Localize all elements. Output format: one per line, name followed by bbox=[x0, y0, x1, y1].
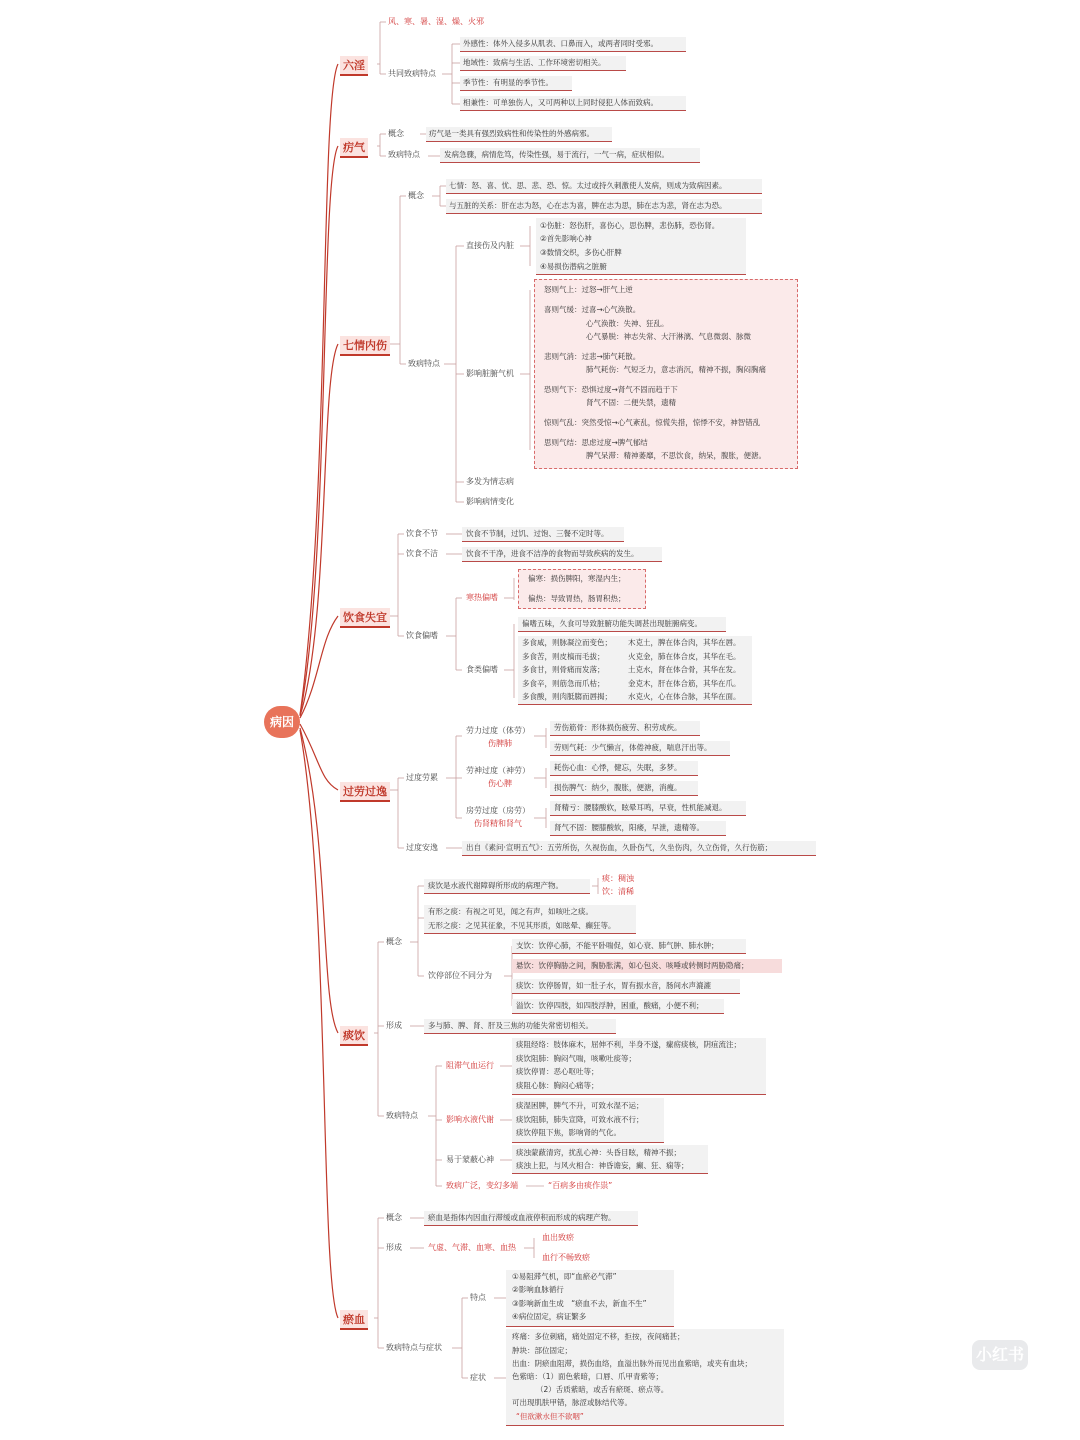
laoyi-guoyi: 过度安逸 bbox=[406, 843, 438, 852]
yuxue-t3: ③影响新血生成 “瘀血不去，新血不生” bbox=[512, 1299, 647, 1308]
laoyi-fl2: 伤肾精和肾气 bbox=[474, 819, 522, 828]
yuxue-s4: 色紫暗：（1）面色紫暗，口唇、爪甲青紫等； bbox=[512, 1372, 664, 1381]
tanyin-baibing: “百病多由痰作祟” bbox=[548, 1181, 613, 1190]
yinshi-e2: 火克金，肺在体合皮，其华在毛。 bbox=[628, 652, 741, 661]
yuxue-s5: （2）舌质紫暗，或舌有瘀斑、瘀点等。 bbox=[536, 1385, 669, 1394]
liqi-v2: 发病急骤，病情危笃，传染性强，易于流行，一气一病，症状相似。 bbox=[444, 150, 669, 159]
yuxue-gainian: 概念 bbox=[386, 1213, 402, 1222]
branch-yinshi[interactable]: 饮食失宜 bbox=[340, 608, 390, 628]
qiqing-q5a: 惊则气乱：突然受惊→心气紊乱，惊慌失措，惊悸不安，神智错乱 bbox=[544, 418, 761, 427]
liuyin-common: 共同致病特点 bbox=[388, 69, 436, 78]
qiqing-q4b: 肾气不固：二便失禁，遗精 bbox=[586, 398, 676, 407]
yuxue-s6: 可出现肌肤甲错，脉涩或脉结代等。 bbox=[512, 1398, 632, 1407]
yuxue-tedian: 特点 bbox=[470, 1293, 486, 1302]
laoyi-guolao: 过度劳累 bbox=[406, 773, 438, 782]
yinshi-d3: 多食甘，则骨痛而发落； bbox=[522, 665, 605, 674]
liqi-k1: 概念 bbox=[388, 129, 404, 138]
laoyi-c2: 肾气不固：腰膝酸软，阳痿，早泄，遗精等。 bbox=[554, 823, 704, 832]
qiqing-q4a: 恐则气下：恐惧过度→肾气不固而趋于下 bbox=[544, 385, 678, 394]
qiqing-q1a: 怒则气上：过怒→肝气上逆 bbox=[544, 285, 633, 294]
yuxue-xc: 气虚、气滞、血寒、血热 bbox=[428, 1243, 516, 1252]
tanyin-mengbi: 易于蒙蔽心神 bbox=[446, 1155, 494, 1164]
yinshi-e5: 水克火，心在体合脉，其华在面。 bbox=[628, 692, 741, 701]
tanyin-xc: 多与肺、脾、肾、肝及三焦的功能失常密切相关。 bbox=[428, 1021, 593, 1030]
yuxue-zz: 症状 bbox=[470, 1373, 486, 1382]
liqi-k2: 致病特点 bbox=[388, 150, 420, 159]
yinshi-e1: 木克土，脾在体合肉，其华在唇。 bbox=[628, 638, 741, 647]
qiqing-zhijie: 直接伤及内脏 bbox=[466, 241, 514, 250]
tanyin-m2: 痰浊上犯，与风火相合：神昏谵妄，癫、狂、痫等； bbox=[516, 1161, 689, 1170]
tanyin-m1: 痰浊蒙蔽清窍，扰乱心神：头昏目眩，精神不振； bbox=[516, 1148, 681, 1157]
laoyi-c1: 肾精亏：腰膝酸软，眩晕耳鸣，早衰，性机能减退。 bbox=[554, 803, 727, 812]
branch-qiqing[interactable]: 七情内伤 bbox=[340, 336, 390, 356]
laoyi-a2: 劳则气耗：少气懒言，体倦神疲，喘息汗出等。 bbox=[554, 743, 712, 752]
branch-yuxue[interactable]: 瘀血 bbox=[340, 1310, 368, 1330]
yinshi-e3: 土克水，肾在体合骨，其华在发。 bbox=[628, 665, 741, 674]
yinshi-v2: 饮食不干净，进食不洁净的食物而导致疾病的发生。 bbox=[466, 549, 639, 558]
yinshi-k1: 饮食不节 bbox=[406, 529, 438, 538]
tanyin-tan: 痰：稠浊 bbox=[602, 874, 634, 883]
tanyin-guangfan: 致病广泛，变幻多端 bbox=[446, 1181, 518, 1190]
branch-liuyin[interactable]: 六淫 bbox=[340, 56, 368, 76]
qiqing-zhibing: 致病特点 bbox=[408, 359, 440, 368]
yuxue-s7: “但欲漱水但不欲咽” bbox=[516, 1412, 584, 1421]
yuxue-s3: 出血：阴瘀血阻滞，损伤血络，血溢出脉外而见出血紫暗，或夹有血块； bbox=[512, 1359, 752, 1368]
tanyin-y3: 痰饮：饮停肠胃，如一肚子水，胃有振水音，肠间水声漉漉 bbox=[516, 981, 711, 990]
liuyin-w3: 季节性：有明显的季节性。 bbox=[463, 78, 553, 87]
qiqing-q3b: 肺气耗伤：气短乏力，意志消沉，精神不振，胸闷胸痛 bbox=[586, 365, 766, 374]
tanyin-z1: 痰阻经络：肢体麻木，屈伸不利，半身不遂，瘰疬痰核，阴疽流注； bbox=[516, 1040, 741, 1049]
yinshi-d5: 多食酸，则肉胝䐢而唇揭； bbox=[522, 692, 612, 701]
yinshi-shilei: 食类偏嗜 bbox=[466, 665, 498, 674]
liuyin-w4: 相兼性：可单独伤人，又可两种以上同时侵犯人体而致病。 bbox=[463, 98, 658, 107]
laoyi-fl: 房劳过度（房劳） bbox=[466, 806, 530, 815]
tanyin-s3: 痰饮停阻下焦，影响肾的气化。 bbox=[516, 1128, 621, 1137]
tanyin-yx2: 无形之痰：之见其征象，不见其形质，如眩晕、癫狂等。 bbox=[428, 921, 616, 930]
yuxue-xingcheng: 形成 bbox=[386, 1243, 402, 1252]
yuxue-def: 瘀血是指体内因血行滞缓或血液停积而形成的病理产物。 bbox=[428, 1213, 616, 1222]
laoyi-a1: 劳伤筋骨：形体损伤疲劳、积劳成疾。 bbox=[554, 723, 682, 732]
laoyi-yi1: 出自《素问·宣明五气》：五劳所伤，久视伤血，久卧伤气，久坐伤肉，久立伤骨，久行伤筋； bbox=[466, 843, 773, 852]
qiqing-gainian: 概念 bbox=[408, 191, 424, 200]
qiqing-q2b: 心气涣散：失神、狂乱。 bbox=[586, 319, 669, 328]
yinshi-h2: 偏热：导致胃热，肠胃积热； bbox=[528, 594, 626, 603]
qiqing-q2c: 心气暴脱：神志失常、大汗淋漓、气息微弱、脉微 bbox=[586, 332, 751, 341]
tanyin-z4: 痰阻心脉：胸闷心痛等； bbox=[516, 1081, 599, 1090]
yuxue-xc1: 血出致瘀 bbox=[542, 1233, 574, 1242]
yinshi-h1: 偏寒：损伤脾阳，寒湿内生； bbox=[528, 574, 626, 583]
tanyin-z3: 痰饮停胃：恶心呕吐等； bbox=[516, 1067, 599, 1076]
qiqing-duofa: 多发为情志病 bbox=[466, 477, 514, 486]
laoyi-sl: 劳神过度（神劳） bbox=[466, 766, 530, 775]
qiqing-z1: ①伤脏：怒伤肝，喜伤心，思伤脾，悲伤肺，恐伤肾。 bbox=[540, 221, 720, 230]
tanyin-s2: 痰饮阻肺，肺失宣降，可致水液不行； bbox=[516, 1115, 644, 1124]
level1-curves bbox=[300, 64, 338, 1318]
yinshi-d4: 多食辛，则筋急而爪枯； bbox=[522, 679, 605, 688]
watermark-logo: 小红书 bbox=[972, 1340, 1028, 1370]
laoyi-b1: 耗伤心血：心悸，健忘，失眠，多梦。 bbox=[554, 763, 682, 772]
tanyin-zuzhi: 阻滞气血运行 bbox=[446, 1061, 494, 1070]
yinshi-v1: 饮食不节制，过饥、过饱、三餐不定时等。 bbox=[466, 529, 609, 538]
tanyin-zhibing: 致病特点 bbox=[386, 1111, 418, 1120]
yuxue-t1: ①易阻滞气机，即“血瘀必气滞” bbox=[512, 1272, 617, 1281]
qiqing-bingqing: 影响病情变化 bbox=[466, 497, 514, 506]
branch-tanyin[interactable]: 痰饮 bbox=[340, 1026, 368, 1046]
liuyin-w1: 外感性：体外入侵多从肌表、口鼻而入，或两者同时受邪。 bbox=[463, 39, 658, 48]
qiqing-q3a: 悲则气消：过悲→肺气耗散。 bbox=[544, 352, 641, 361]
qiqing-q2a: 喜则气缓：过喜→心气涣散。 bbox=[544, 305, 641, 314]
tanyin-yx1: 有形之痰：有视之可见，闻之有声，如咳吐之痰。 bbox=[428, 907, 593, 916]
liuyin-w2: 地域性：致病与生活、工作环境密切相关。 bbox=[463, 58, 606, 67]
qiqing-g1: 七情：怒、喜、忧、思、悲、恐、惊。太过或持久刺激使人发病，则成为致病因素。 bbox=[449, 181, 727, 190]
laoyi-tl2: 伤脾肺 bbox=[488, 739, 512, 748]
tanyin-gainian: 概念 bbox=[386, 937, 402, 946]
qiqing-z3: ③数情交织，多伤心肝脾 bbox=[540, 248, 622, 257]
tanyin-def: 痰饮是水液代谢障碍所形成的病理产物。 bbox=[428, 881, 563, 890]
yuxue-t2: ②影响血脉循行 bbox=[512, 1285, 564, 1294]
qiqing-z4: ④易损伤潜病之脏腑 bbox=[540, 262, 607, 271]
qiqing-q6b: 脾气呆滞：精神萎靡，不思饮食，纳呆，腹胀，便溏。 bbox=[586, 451, 766, 460]
yuxue-xc2: 血行不畅致瘀 bbox=[542, 1253, 590, 1262]
tanyin-s1: 痰湿困脾，脾气不升，可致水湿不运； bbox=[516, 1101, 644, 1110]
qiqing-yingxiang: 影响脏腑气机 bbox=[466, 369, 514, 378]
yuxue-s2: 肿块：部位固定； bbox=[512, 1346, 572, 1355]
yuxue-s1: 疼痛：多位刺痛，痛处固定不移，拒按，夜间痛甚； bbox=[512, 1332, 685, 1341]
qiqing-g2: 与五脏的关系：肝在志为怒，心在志为喜，脾在志为思，肺在志为悲，肾在志为恐。 bbox=[449, 201, 727, 210]
tanyin-buwei: 饮停部位不同分为 bbox=[428, 971, 492, 980]
liuyin-six-evils: 风、寒、暑、湿、燥、火邪 bbox=[388, 17, 484, 26]
tanyin-xingcheng: 形成 bbox=[386, 1021, 402, 1030]
tanyin-y2: 悬饮：饮停胸胁之间，胸胁胀满，如心包炎、咳唾或转侧时两胁隐痛； bbox=[516, 961, 749, 970]
yinshi-hanre: 寒热偏嗜 bbox=[466, 593, 498, 602]
laoyi-tl: 劳力过度（体劳） bbox=[466, 726, 530, 735]
laoyi-sl2: 伤心脾 bbox=[488, 779, 512, 788]
yuxue-zhengzhuang: 致病特点与症状 bbox=[386, 1343, 442, 1352]
liqi-v1: 疠气是一类具有强烈致病性和传染性的外感病邪。 bbox=[429, 129, 594, 138]
yinshi-e4: 金克木，肝在体合筋，其华在爪。 bbox=[628, 679, 741, 688]
yuxue-t4: ④病位固定，病证繁多 bbox=[512, 1312, 587, 1321]
laoyi-b2: 损伤脾气：纳少，腹胀，便溏，消瘦。 bbox=[554, 783, 682, 792]
qiqing-q6a: 思则气结：思虑过度→脾气郁结 bbox=[544, 438, 648, 447]
tanyin-y1: 支饮：饮停心肺，不能平卧喘促，如心衰、肺气肿、肺水肿； bbox=[516, 941, 719, 950]
yinshi-k3: 饮食偏嗜 bbox=[406, 631, 438, 640]
root-node[interactable]: 病因 bbox=[264, 706, 300, 738]
tanyin-yin: 饮：清稀 bbox=[602, 887, 634, 896]
branch-laoyi[interactable]: 过劳过逸 bbox=[340, 782, 390, 802]
tanyin-shuiye: 影响水液代谢 bbox=[446, 1115, 494, 1124]
yinshi-d1: 多食咸，则脉凝泣而变色； bbox=[522, 638, 612, 647]
yinshi-d2: 多食苦，则皮槁而毛拔； bbox=[522, 652, 605, 661]
yinshi-k2: 饮食不洁 bbox=[406, 549, 438, 558]
tanyin-z2: 痰饮阻肺：胸闷气喘，咳嗽吐痰等； bbox=[516, 1054, 636, 1063]
tanyin-y4: 溢饮：饮停四肢，如四肢浮肿，困重，酸痛，小便不利； bbox=[516, 1001, 704, 1010]
branch-liqi[interactable]: 疠气 bbox=[340, 138, 368, 158]
qiqing-z2: ②首先影响心神 bbox=[540, 234, 592, 243]
yinshi-wuwei: 偏嗜五味，久食可导致脏腑功能失调甚出现脏腑病变。 bbox=[522, 619, 702, 628]
